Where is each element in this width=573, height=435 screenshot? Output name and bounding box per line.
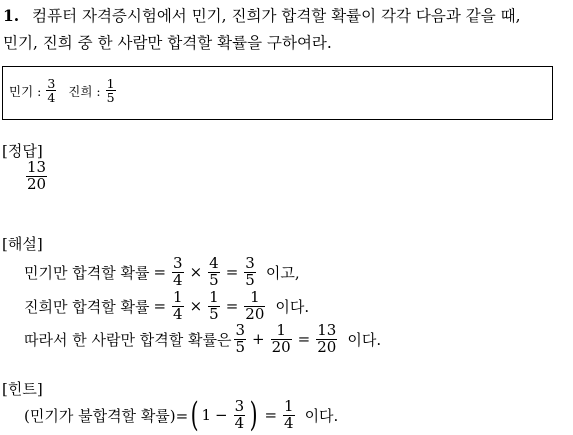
minki-label: 민기 : [9, 83, 42, 99]
denominator: 20 [317, 337, 337, 356]
answer-denominator: 20 [27, 174, 47, 193]
explanation-line-1-tail: 이고, [265, 263, 300, 282]
explanation-line-1 [24, 256, 300, 289]
jinhee-numerator: 1 [106, 76, 115, 91]
plus-sign: + [252, 330, 265, 349]
jinhee-fraction [106, 77, 116, 104]
question-line-2 [3, 33, 332, 53]
equals-sign: = [264, 406, 278, 424]
hint-label: [힌트] [2, 380, 43, 398]
minki-numerator: 3 [47, 76, 56, 91]
denominator: 5 [235, 337, 245, 356]
hint-one: 1 [201, 406, 212, 424]
times-sign: × [189, 297, 203, 316]
answer-numerator: 13 [27, 158, 47, 176]
minki-fraction [46, 77, 56, 104]
numerator: 1 [209, 288, 219, 306]
fraction [234, 396, 246, 432]
result-fraction [244, 290, 265, 323]
fraction [234, 323, 246, 356]
denominator: 4 [284, 413, 294, 432]
denominator: 20 [245, 304, 265, 323]
question-number: 1. [3, 6, 20, 25]
right-parenthesis: ) [249, 395, 258, 435]
times-sign: × [189, 263, 203, 282]
explanation-line-2-text: 진희만 합격할 확률 [24, 297, 150, 316]
explanation-line-3-text: 따라서 한 사람만 합격할 확률은 [24, 330, 232, 349]
numerator: 1 [284, 396, 294, 415]
fraction [172, 290, 184, 323]
equals-sign: = [153, 263, 167, 282]
jinhee-denominator: 5 [106, 90, 115, 106]
denominator: 4 [173, 270, 183, 289]
explanation-line-1-text: 민기만 합격할 확률 [24, 263, 150, 282]
equals-sign: = [225, 263, 239, 282]
answer-fraction [26, 160, 47, 193]
hint-text: (민기가 불합격할 확률)= [24, 406, 189, 425]
numerator: 13 [317, 321, 337, 339]
numerator: 3 [235, 321, 245, 339]
given-box [2, 66, 553, 120]
result-fraction [283, 396, 295, 432]
minki-denominator: 4 [47, 90, 56, 106]
jinhee-label: 진희 : [68, 83, 101, 99]
equals-sign: = [297, 330, 311, 349]
left-parenthesis: ( [190, 395, 199, 435]
explanation-line-2 [24, 290, 309, 323]
explanation-label: [해설] [2, 235, 43, 253]
question-line-1 [3, 6, 521, 26]
question-text-2: 민기, 진희 중 한 사람만 합격할 확률을 구하여라. [3, 34, 332, 52]
fraction [208, 256, 220, 289]
equals-sign: = [225, 297, 239, 316]
answer-value [24, 160, 49, 193]
numerator: 3 [173, 254, 183, 272]
denominator: 5 [209, 304, 219, 323]
denominator: 5 [245, 270, 255, 289]
denominator: 4 [173, 304, 183, 323]
fraction [271, 323, 292, 356]
result-fraction [244, 256, 256, 289]
denominator: 20 [271, 337, 291, 356]
fraction [172, 256, 184, 289]
denominator: 5 [209, 270, 219, 289]
equals-sign: = [153, 297, 167, 316]
numerator: 4 [209, 254, 219, 272]
given-box-content [9, 77, 118, 104]
numerator: 1 [276, 321, 286, 339]
numerator: 3 [245, 254, 255, 272]
denominator: 4 [234, 413, 245, 432]
numerator: 3 [234, 396, 245, 415]
numerator: 1 [250, 288, 260, 306]
result-fraction [316, 323, 337, 356]
explanation-line-2-tail: 이다. [275, 297, 310, 316]
answer-label: [정답] [2, 142, 43, 160]
explanation-line-3-tail: 이다. [347, 330, 382, 349]
fraction [208, 290, 220, 323]
question-text-1: 컴퓨터 자격증시험에서 민기, 진희가 합격할 확률이 각각 다음과 같을 때, [32, 7, 521, 25]
numerator: 1 [173, 288, 183, 306]
explanation-line-3 [24, 323, 381, 356]
minus-sign: − [215, 406, 228, 424]
hint-line [24, 395, 339, 435]
hint-tail: 이다. [304, 406, 339, 425]
